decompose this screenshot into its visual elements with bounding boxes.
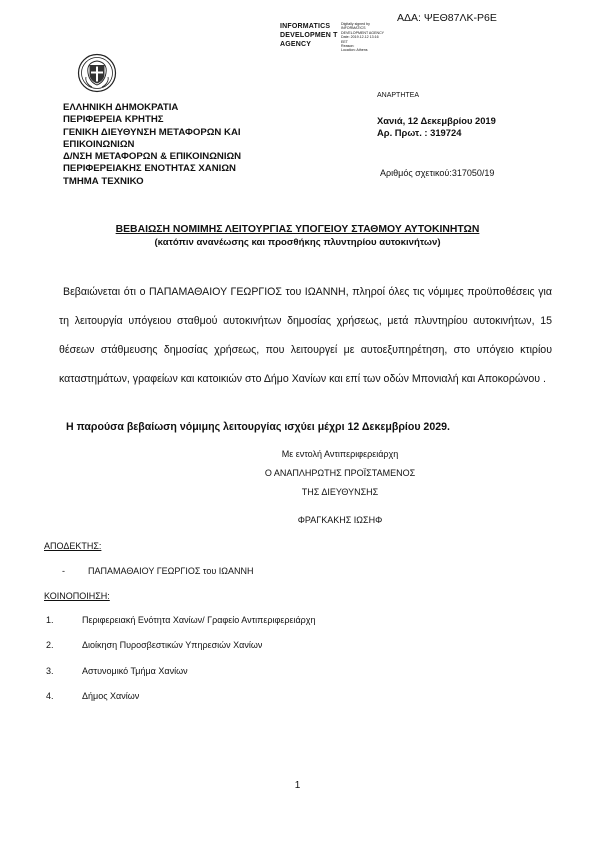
org-line: ΤΜΗΜΑ ΤΕΧΝΙΚΟ xyxy=(63,175,144,187)
stamp-line: INFORMATICS xyxy=(341,26,366,31)
cc-number: 4. xyxy=(46,691,54,701)
document-title: ΒΕΒΑΙΩΣΗ ΝΟΜΙΜΗΣ ΛΕΙΤΟΥΡΓΙΑΣ ΥΠΟΓΕΙΟΥ ΣΤΑΘΜΟΥ ΑΥΤΟΚΙΝΗΤΩΝ xyxy=(115,224,480,235)
org-line: ΠΕΡΙΦΕΡΕΙΑΚΗΣ ΕΝΟΤΗΤΑΣ ΧΑΝΙΩΝ xyxy=(63,163,236,175)
stamp-line: EET xyxy=(341,39,348,44)
page-number: 1 xyxy=(294,780,301,791)
stamp-line: DEVELOPMENT AGENCY xyxy=(341,30,385,35)
stamp-line: Reason: xyxy=(341,44,355,49)
signature-department: ΤΗΣ ΔΙΕΥΘΥΝΣΗΣ xyxy=(301,487,379,497)
cc-item xyxy=(46,666,188,676)
cc-label: ΚΟΙΝΟΠΟΙΗΣΗ: xyxy=(44,591,110,601)
cc-number: 3. xyxy=(46,666,54,676)
protocol-number: Αρ. Πρωτ. : 319724 xyxy=(377,127,462,138)
cc-item xyxy=(46,615,316,625)
certification-body xyxy=(59,278,552,394)
cc-text: Διοίκηση Πυροσβεστικών Υπηρεσιών Χανίων xyxy=(82,640,263,650)
ada-code: ΑΔΑ: ΨΕΘ87ΛΚ-Ρ6Ε xyxy=(397,12,497,24)
digital-signature-details xyxy=(341,22,405,53)
hellenic-republic-emblem-icon xyxy=(77,53,117,93)
document-date: Χανιά, 12 Δεκεμβρίου 2019 xyxy=(377,115,496,126)
cc-text: Δήμος Χανίων xyxy=(82,691,140,701)
publish-flag: ΑΝΑΡΤΗΤΕΑ xyxy=(377,92,420,99)
signature-role: Ο ΑΝΑΠΛΗΡΩΤΗΣ ΠΡΟΪΣΤΑΜΕΝΟΣ xyxy=(264,468,416,478)
body-paragraph: Βεβαιώνεται ότι ο ΠΑΠΑΜΑΘΑΙΟΥ ΓΕΩΡΓΙΟΣ του ΙΩΑΝΝΗ, πληροί όλες τις νόμιμες προϋποθέσεις για τη λειτουργία υπόγειου σταθμού αυτοκινήτων δημοσίας χρήσεως, μετά πλυντηρίου αυτοκινήτων, 15 θέσεων στάθμευσης δημοσίας χρήσεως, που λειτουργεί με αυτοεξυπηρέτηση, στο υπόγειο κτιρίου καταστημάτων, γραφείων και κατοικιών στο Δήμο Χανίων και επί των οδών Μπονιαλή και Αποκορώνου . xyxy=(59,286,552,385)
org-line: Δ/ΝΣΗ ΜΕΤΑΦΟΡΩΝ & ΕΠΙΚΟΙΝΩΝΙΩΝ xyxy=(63,151,242,163)
org-line: ΕΠΙΚΟΙΝΩΝΙΩΝ xyxy=(63,138,135,150)
cc-item xyxy=(46,691,139,701)
cc-number: 2. xyxy=(46,640,54,650)
recipient-item xyxy=(62,566,254,576)
signatory-name: ΦΡΑΓΚΑΚΗΣ ΙΩΣΗΦ xyxy=(297,515,383,525)
signature-order: Με εντολή Αντιπεριφερειάρχη xyxy=(281,449,399,459)
cc-text: Αστυνομικό Τμήμα Χανίων xyxy=(82,666,188,676)
cc-text: Περιφερειακή Ενότητα Χανίων/ Γραφείο Αντιπεριφερειάρχη xyxy=(82,615,316,625)
recipient-text: ΠΑΠΑΜΑΘΑΙΟΥ ΓΕΩΡΓΙΟΣ του ΙΩΑΝΝΗ xyxy=(88,566,254,576)
document-subtitle: (κατόπιν ανανέωσης και προσθήκης πλυντηρίου αυτοκινήτων) xyxy=(154,237,441,248)
cc-number: 1. xyxy=(46,615,54,625)
recipients-label: ΑΠΟΔΕΚΤΗΣ: xyxy=(44,541,102,551)
org-line: ΓΕΝΙΚΗ ΔΙΕΥΘΥΝΣΗ ΜΕΤΑΦΟΡΩΝ ΚΑΙ xyxy=(63,126,241,138)
stamp-line: Location: Athens xyxy=(341,48,368,53)
org-line: ΠΕΡΙΦΕΡΕΙΑ ΚΡΗΤΗΣ xyxy=(63,114,164,126)
recipient-bullet: - xyxy=(62,566,65,576)
stamp-line: Date: 2019.12.12 13:16 xyxy=(341,35,379,40)
org-line: ΕΛΛΗΝΙΚΗ ΔΗΜΟΚΡΑΤΙΑ xyxy=(63,102,179,113)
validity-statement: Η παρούσα βεβαίωση νόμιμης λειτουργίας ισχύει μέχρι 12 Δεκεμβρίου 2029. xyxy=(66,421,450,433)
cc-item xyxy=(46,640,262,650)
issuing-authority xyxy=(63,102,278,188)
related-number: Αριθμός σχετικού:317050/19 xyxy=(380,168,495,178)
date-and-protocol xyxy=(377,115,496,139)
digital-signature-agency: INFORMATICS DEVELOPMEN T AGENCY xyxy=(280,23,338,48)
stamp-line: Digitally signed by xyxy=(341,22,370,26)
